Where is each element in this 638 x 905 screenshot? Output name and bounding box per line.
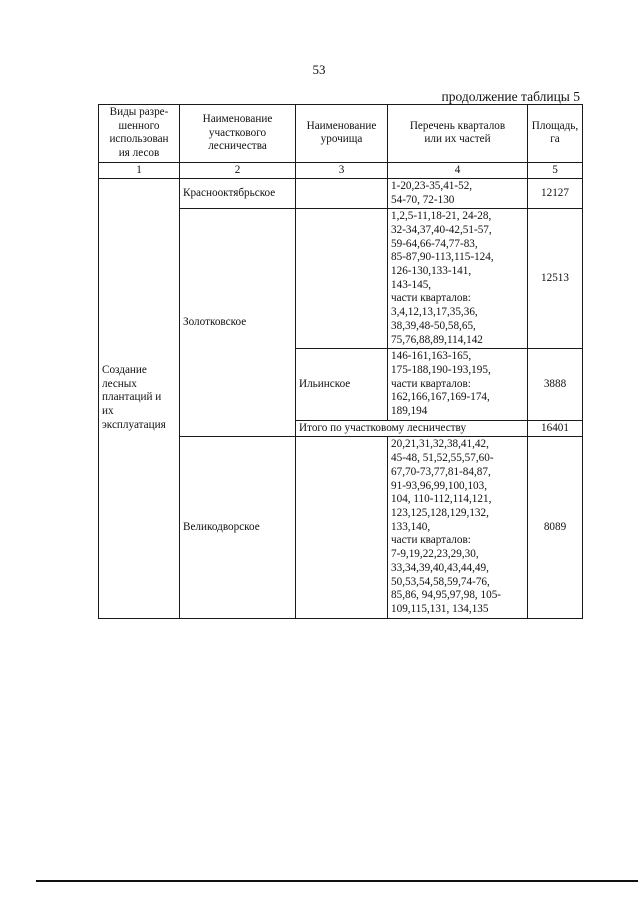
table-header-row: [99, 105, 583, 163]
tract-cell: Ильинское: [296, 349, 388, 421]
total-area: 16401: [528, 420, 583, 437]
area-cell: 8089: [528, 437, 583, 618]
header-quarters: Перечень кварталов или их частей: [388, 105, 528, 163]
table-continuation-label: продолжение таблицы 5: [441, 89, 580, 104]
header-usage-type: Виды разре- шенного использован ия лесов: [99, 105, 180, 163]
tract-cell: [296, 437, 388, 618]
page-number: 53: [312, 62, 326, 77]
quarters-cell: 1,2,5-11,18-21, 24-28, 32-34,37,40-42,51-57, 59-64,66-74,77-83, 85-87,90-113,115-124, 126-130,133-141, 143-145, части кварталов: 3,4,12,13,17,35,36, 38,39,48-50,58,65, 75,76,88,89,114,142: [388, 209, 528, 349]
usage-type-cell: Создание лесных плантаций и их эксплуатация: [99, 178, 180, 618]
header-forestry: Наименование участкового лесничества: [180, 105, 296, 163]
area-cell: 12513: [528, 209, 583, 349]
column-number-row: [99, 162, 583, 178]
column-number: 5: [528, 162, 583, 178]
tract-cell: [296, 209, 388, 349]
table-row: [99, 178, 583, 208]
column-number: 3: [296, 162, 388, 178]
header-area: Площадь, га: [528, 105, 583, 163]
quarters-cell: 146-161,163-165, 175-188,190-193,195, части кварталов: 162,166,167,169-174, 189,194: [388, 349, 528, 421]
total-label: Итого по участковому лесничеству: [296, 420, 528, 437]
area-cell: 3888: [528, 349, 583, 421]
column-number: 2: [180, 162, 296, 178]
land-use-table: [98, 104, 583, 619]
column-number: 4: [388, 162, 528, 178]
bottom-rule: [36, 880, 638, 882]
header-tract: Наименование урочища: [296, 105, 388, 163]
area-cell: 12127: [528, 178, 583, 208]
tract-cell: [296, 178, 388, 208]
forestry-cell: Золотковское: [180, 209, 296, 437]
quarters-cell: 1-20,23-35,41-52, 54-70, 72-130: [388, 178, 528, 208]
quarters-cell: 20,21,31,32,38,41,42, 45-48, 51,52,55,57,60- 67,70-73,77,81-84,87, 91-93,96,99,100,103, 104, 110-112,114,121, 123,125,128,129,132, 133,140, части кварталов: 7-9,19,22,23,29,30, 33,34,39,40,43,44,49, 50,53,54,58,59,74-76, 85,86, 94,95,97,98, 105- 109,115,131, 134,135: [388, 437, 528, 618]
column-number: 1: [99, 162, 180, 178]
forestry-cell: Великодворское: [180, 437, 296, 618]
forestry-cell: Краснооктябрьское: [180, 178, 296, 208]
